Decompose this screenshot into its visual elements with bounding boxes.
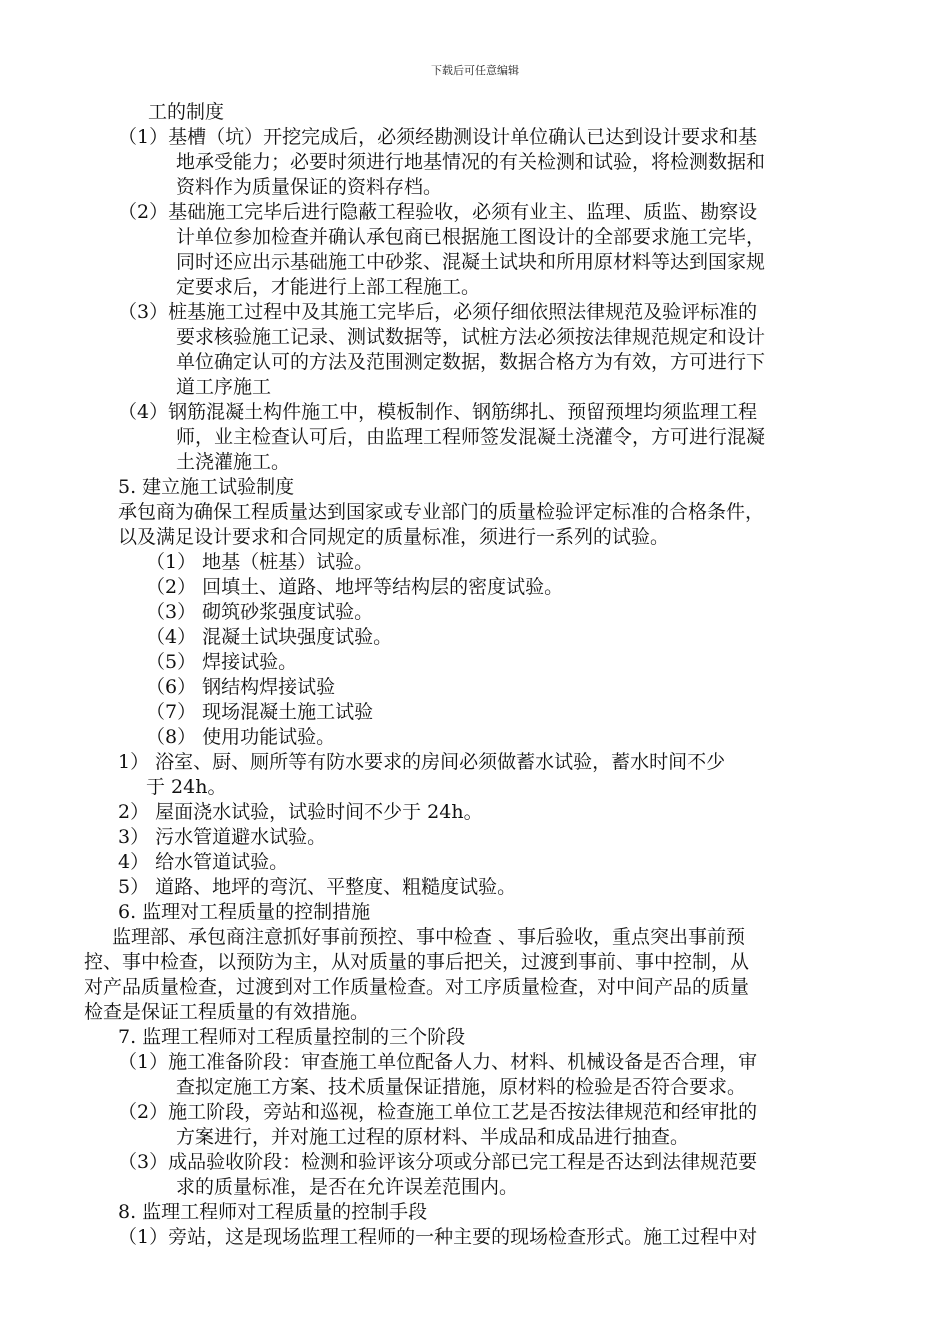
text-line: 定要求后，才能进行上部工程施工。 (176, 276, 481, 298)
sub-test-item: 4） 给水管道试验。 (118, 851, 289, 873)
text-line: 同时还应出示基础施工中砂浆、混凝土试块和所用原材料等达到国家规 (176, 251, 766, 273)
test-item: （5） 焊接试验。 (146, 651, 298, 673)
paragraph-line: 以及满足设计要求和合同规定的质量标准，须进行一系列的试验。 (118, 526, 670, 548)
text-line: 要求核验施工记录、测试数据等，试桩方法必须按法律规范规定和设计 (176, 326, 766, 348)
test-item: （2） 回填土、道路、地坪等结构层的密度试验。 (146, 576, 564, 598)
text-line: 方案进行，并对施工过程的原材料、半成品和成品进行抽查。 (176, 1126, 690, 1148)
list-item-1: （1）基槽（坑）开挖完成后，必须经勘测设计单位确认已达到设计要求和基 (118, 126, 758, 148)
test-item: （3） 砌筑砂浆强度试验。 (146, 601, 374, 623)
text-line: 于 24h。 (146, 776, 227, 798)
list-item-3: （3）成品验收阶段：检测和验评该分项或分部已完工程是否达到法律规范要 (118, 1151, 758, 1173)
sub-test-item: 5） 道路、地坪的弯沉、平整度、粗糙度试验。 (118, 876, 517, 898)
sub-test-item: 3） 污水管道避水试验。 (118, 826, 327, 848)
test-item: （6） 钢结构焊接试验 (146, 676, 336, 698)
paragraph-line: 控、事中检查，以预防为主，从对质量的事后把关，过渡到事前、事中控制，从 (84, 951, 750, 973)
test-item: （1） 地基（桩基）试验。 (146, 551, 374, 573)
paragraph-line: 监理部、承包商注意抓好事前预控、事中检查 、事后验收，重点突出事前预 (112, 926, 746, 948)
text-line: 师，业主检查认可后，由监理工程师签发混凝土浇灌令，方可进行混凝 (176, 426, 766, 448)
paragraph-line: 对产品质量检查，过渡到对工作质量检查。对工序质量检查，对中间产品的质量 (84, 976, 750, 998)
test-item: （8） 使用功能试验。 (146, 726, 336, 748)
paragraph-line: 检查是保证工程质量的有效措施。 (84, 1001, 370, 1023)
page-header: 下载后可任意编辑 (431, 64, 519, 77)
section-heading-7: 7. 监理工程师对工程质量控制的三个阶段 (118, 1026, 466, 1048)
list-item-3: （3）桩基施工过程中及其施工完毕后，必须仔细依照法律规范及验评标准的 (118, 301, 758, 323)
sub-test-item: 2） 屋面浇水试验，试验时间不少于 24h。 (118, 801, 483, 823)
list-item-4: （4）钢筋混凝土构件施工中，模板制作、钢筋绑扎、预留预埋均须监理工程 (118, 401, 758, 423)
text-line: 工的制度 (148, 101, 225, 123)
list-item-2: （2）基础施工完毕后进行隐蔽工程验收，必须有业主、监理、质监、勘察设 (118, 201, 758, 223)
sub-test-item: 1） 浴室、厨、厕所等有防水要求的房间必须做蓄水试验，蓄水时间不少 (118, 751, 726, 773)
text-line: 单位确定认可的方法及范围测定数据，数据合格方为有效，方可进行下 (176, 351, 766, 373)
list-item-2: （2）施工阶段，旁站和巡视，检查施工单位工艺是否按法律规范和经审批的 (118, 1101, 758, 1123)
text-line: 土浇灌施工。 (176, 451, 291, 473)
test-item: （7） 现场混凝土施工试验 (146, 701, 374, 723)
text-line: 资料作为质量保证的资料存档。 (176, 176, 443, 198)
test-item: （4） 混凝土试块强度试验。 (146, 626, 393, 648)
list-item-1: （1）旁站，这是现场监理工程师的一种主要的现场检查形式。施工过程中对 (118, 1226, 758, 1248)
section-heading-6: 6. 监理对工程质量的控制措施 (118, 901, 371, 923)
section-heading-8: 8. 监理工程师对工程质量的控制手段 (118, 1201, 428, 1223)
text-line: 地承受能力；必要时须进行地基情况的有关检测和试验，将检测数据和 (176, 151, 766, 173)
list-item-1: （1）施工准备阶段：审查施工单位配备人力、材料、机械设备是否合理，审 (118, 1051, 758, 1073)
text-line: 求的质量标准，是否在允许误差范围内。 (176, 1176, 519, 1198)
text-line: 计单位参加检查并确认承包商已根据施工图设计的全部要求施工完毕， (176, 226, 766, 248)
text-line: 道工序施工 (176, 376, 272, 398)
section-heading-5: 5. 建立施工试验制度 (118, 476, 295, 498)
text-line: 查拟定施工方案、技术质量保证措施，原材料的检验是否符合要求。 (176, 1076, 747, 1098)
paragraph-line: 承包商为确保工程质量达到国家或专业部门的质量检验评定标准的合格条件， (118, 501, 765, 523)
